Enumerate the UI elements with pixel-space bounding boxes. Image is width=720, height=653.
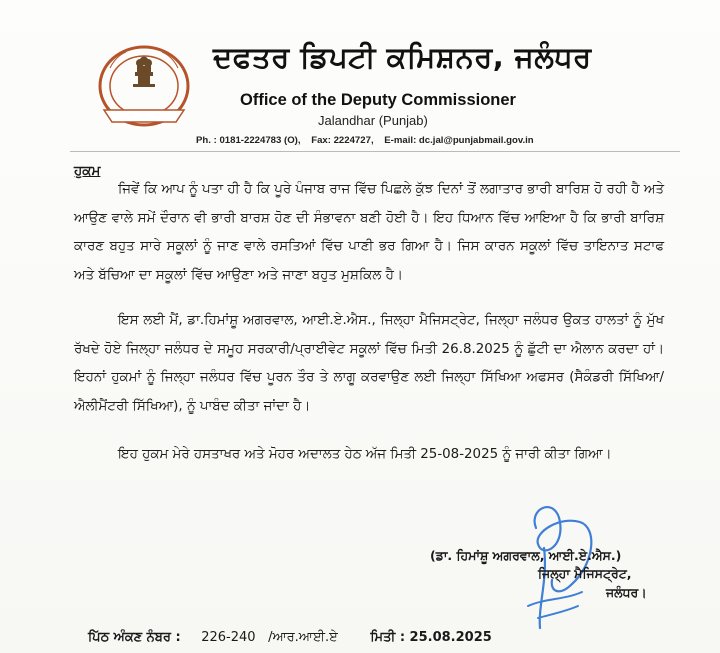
phone-text: Ph. : 0181-2224783 (O), (196, 135, 301, 146)
endorsement-number: 226-240 (201, 630, 256, 645)
signatory-designation: ਜਿਲ੍ਹਾ ਮੈਜਿਸਟ੍ਰੇਟ, (538, 566, 632, 581)
letterhead-contact (196, 135, 716, 146)
endorsement-date: ਮਿਤੀ : 25.08.2025 (370, 630, 492, 645)
letterhead-title-english: Office of the Deputy Commissioner (240, 91, 516, 109)
letterhead-place: Jalandhar (Punjab) (318, 113, 428, 128)
government-seal-icon (96, 44, 192, 134)
order-paragraph-3: ਇਹ ਹੁਕਮ ਮੇਰੇ ਹਸਤਾਖਰ ਅਤੇ ਮੋਹਰ ਅਦਾਲਤ ਹੇਠ ਅੱਜ ਮਿਤੀ 25-08-2025 ਨੂੰ ਜਾਰੀ ਕੀਤਾ ਗਿਆ। (118, 447, 612, 462)
signatory-name: (ਡਾ. ਹਿਮਾਂਸ਼ੂ ਅਗਰਵਾਲ, ਆਈ.ਏ.ਐਸ.) (430, 548, 622, 563)
endorsement-ref: /ਆਰ.ਆਈ.ਏ (268, 630, 338, 645)
order-paragraph-2: ਇਸ ਲਈ ਮੈਂ, ਡਾ.ਹਿਮਾਂਸ਼ੂ ਅਗਰਵਾਲ, ਆਈ.ਏ.ਐਸ., ਜਿਲ੍ਹਾ ਮੈਜਿਸਟ੍ਰੇਟ, ਜਿਲ੍ਹਾ ਜਲੰਧਰ ਉਕਤ ਹਾਲਤਾਂ ਨੂੰ ਮੁੱਖ ਰੱਖਦੇ ਹੋਏ ਜਿਲ੍ਹਾ ਜਲੰਧਰ ਦੇ ਸਮੂਹ ਸਰਕਾਰੀ/ਪ੍ਰਾਈਵੇਟ ਸਕੂਲਾਂ ਵਿੱਚ ਮਿਤੀ 26.8.2025 ਨੂੰ ਛੁੱਟੀ ਦਾ ਐਲਾਨ ਕਰਦਾ ਹਾਂ। ਇਹਨਾਂ ਹੁਕਮਾਂ ਨੂੰ ਜਿਲ੍ਹਾ ਜਲੰਧਰ ਵਿੱਚ ਪੂਰਨ ਤੌਰ ਤੇ ਲਾਗੂ ਕਰਵਾਉਣ ਲਈ ਜਿਲ੍ਹਾ ਸਿੱਖਿਆ ਅਫਸਰ (ਸੈਕੰਡਰੀ ਸਿੱਖਿਆ/ਐਲੀਮੈਂਟਰੀ ਸਿੱਖਿਆ), ਨੂੰ ਪਾਬੰਦ ਕੀਤਾ ਜਾਂਦਾ ਹੈ। (74, 313, 664, 414)
letterhead-title-punjabi: ਦਫਤਰ ਡਿਪਟੀ ਕਮਿਸ਼ਨਰ, ਜਲੰਧਰ (213, 40, 592, 74)
fax-text: Fax: 2224727, (311, 135, 374, 146)
endorsement-label: ਪਿੱਠ ਅੰਕਣ ਨੰਬਰ : (88, 630, 181, 645)
order-heading: ਹੁਕਮ (74, 163, 101, 179)
endorsement-line (88, 630, 708, 645)
order-paragraph-1: ਜਿਵੇਂ ਕਿ ਆਪ ਨੂੰ ਪਤਾ ਹੀ ਹੈ ਕਿ ਪੂਰੇ ਪੰਜਾਬ ਰਾਜ ਵਿੱਚ ਪਿਛਲੇ ਕੁੱਝ ਦਿਨਾਂ ਤੋਂ ਲਗਾਤਾਰ ਭਾਰੀ ਬਾਰਿਸ਼ ਹੋ ਰਹੀ ਹੈ ਅਤੇ ਆਉਣ ਵਾਲੇ ਸਮੇਂ ਦੌਰਾਨ ਵੀ ਭਾਰੀ ਬਾਰਸ਼ ਹੋਣ ਦੀ ਸੰਭਾਵਨਾ ਬਣੀ ਹੋਈ ਹੈ। ਇਹ ਧਿਆਨ ਵਿੱਚ ਆਇਆ ਹੈ ਕਿ ਭਾਰੀ ਬਾਰਿਸ਼ ਕਾਰਣ ਬਹੁਤ ਸਾਰੇ ਸਕੂਲਾਂ ਨੂੰ ਜਾਣ ਵਾਲੇ ਰਸਤਿਆਂ ਵਿੱਚ ਪਾਣੀ ਭਰ ਗਿਆ ਹੈ। ਜਿਸ ਕਾਰਨ ਸਕੂਲਾਂ ਵਿੱਚ ਤਾਇਨਾਤ ਸਟਾਫ ਅਤੇ ਬੱਚਿਆ ਦਾ ਸਕੂਲਾਂ ਵਿੱਚ ਆਉਣਾ ਅਤੇ ਜਾਣਾ ਬਹੁਤ ਮੁਸ਼ਕਿਲ ਹੈ। (74, 182, 664, 283)
signatory-place: ਜਲੰਧਰ। (606, 585, 647, 600)
email-text: E-mail: dc.jal@punjabmail.gov.in (384, 135, 534, 146)
letterhead-divider (70, 151, 680, 152)
